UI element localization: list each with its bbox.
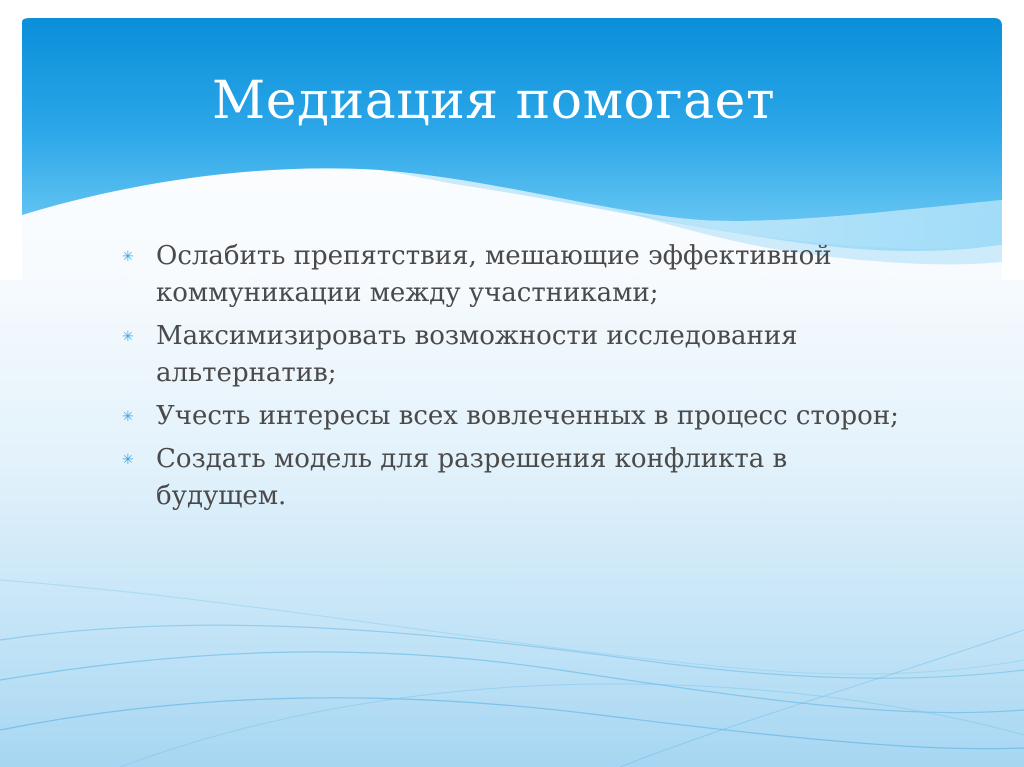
bullet-list	[122, 238, 922, 521]
bullet-text: Создать модель для разрешения конфликта в будущем.	[156, 444, 788, 511]
snowflake-bullet-icon: ✳	[122, 452, 134, 468]
snowflake-bullet-icon: ✳	[122, 409, 134, 425]
list-item	[122, 398, 922, 435]
bullet-text: Учесть интересы всех вовлеченных в процесс сторон;	[156, 401, 899, 431]
decorative-wave-lines	[0, 520, 1024, 767]
snowflake-bullet-icon: ✳	[122, 249, 134, 265]
bullet-text: Максимизировать возможности исследования альтернатив;	[156, 321, 798, 388]
list-item	[122, 441, 922, 515]
snowflake-bullet-icon: ✳	[122, 329, 134, 345]
bullet-text: Ослабить препятствия, мешающие эффективной коммуникации между участниками;	[156, 241, 832, 308]
slide-title: Медиация помогает	[212, 71, 776, 131]
list-item	[122, 318, 922, 392]
list-item	[122, 238, 922, 312]
